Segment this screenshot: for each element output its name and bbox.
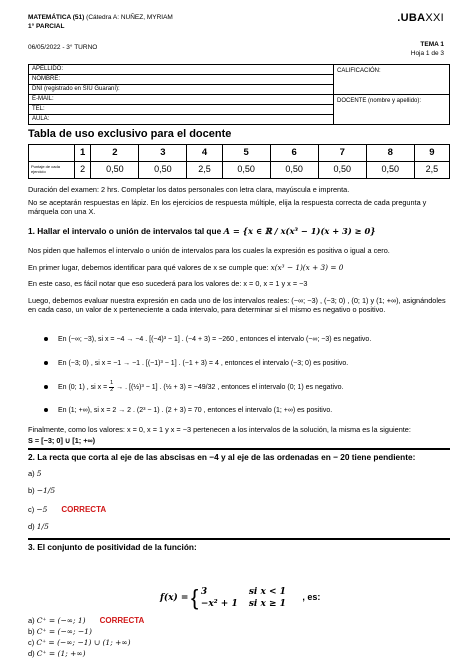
option-letter: a) bbox=[28, 616, 35, 625]
bullet-eval: si x = −1 → −1 . [(−1)³ − 1] . (−1 + 3) = 4 bbox=[94, 360, 219, 367]
function-cases bbox=[201, 586, 286, 611]
tema-block bbox=[411, 41, 444, 59]
q2-option-b[interactable] bbox=[28, 486, 55, 495]
option-letter: c) bbox=[28, 638, 35, 647]
field-apellido[interactable]: APELLIDO: bbox=[29, 65, 334, 75]
question-2-title: 2. La recta que corta al eje de las abscisas en −4 y al eje de las ordenadas en − 20 tiene pendiente: bbox=[28, 452, 416, 462]
q3-option-b[interactable] bbox=[28, 627, 92, 636]
option-value: C⁺ = (1; +∞) bbox=[36, 649, 86, 658]
q1-bullet-3 bbox=[44, 381, 343, 393]
q1-set: A = {x ∈ ℝ / x(x³ − 1)(x + 3) ≥ 0} bbox=[223, 226, 376, 236]
correct-label: CORRECTA bbox=[61, 505, 107, 514]
field-docente[interactable]: DOCENTE (nombre y apellido): bbox=[334, 95, 450, 125]
logo-sub: XXI bbox=[425, 12, 444, 24]
exercise-number: 8 bbox=[366, 145, 414, 162]
teacher-table-title: Tabla de uso exclusivo para el docente bbox=[28, 128, 232, 140]
bullet-interval: En (0; 1) , bbox=[57, 383, 89, 391]
q2-option-c[interactable] bbox=[28, 505, 106, 515]
function-suffix: , es: bbox=[302, 592, 321, 603]
exercise-number: 2 bbox=[91, 145, 139, 162]
q1-paragraph-4: Luego, debemos evaluar nuestra expresión en cada uno de los intervalos reales: (−∞; −3) , (−3; 0) , (0; 1) y (1; +∞), asignándoles en cada caso, un valor de x perteneciente a cada intervalo, para determinar si el mismo es negativo o positivo. bbox=[28, 296, 446, 315]
frac-den: 2 bbox=[110, 386, 114, 393]
case-1-value: 3 bbox=[200, 586, 208, 597]
bullet-result: , entonces el intervalo (−3; 0) es positivo. bbox=[220, 360, 349, 367]
option-value: −1/5 bbox=[36, 486, 56, 495]
score-cell: 2,5 bbox=[414, 162, 449, 179]
bullet-eval: si x = 2 → 2 . (2³ − 1) . (2 + 3) = 70 bbox=[93, 407, 202, 414]
option-letter: b) bbox=[28, 627, 35, 636]
function-name: f(x) = bbox=[160, 593, 189, 604]
bullet-eval: si x = −4 → −4 . [(−4)³ − 1] . (−4 + 3) = −260 bbox=[97, 336, 234, 343]
q1-bullet-2 bbox=[44, 360, 348, 369]
piecewise-function bbox=[160, 584, 320, 612]
bullet-interval: En (−3; 0) , bbox=[57, 360, 93, 367]
score-cell: 0,50 bbox=[222, 162, 270, 179]
option-letter: d) bbox=[28, 522, 35, 531]
q3-option-c[interactable] bbox=[28, 638, 131, 647]
option-value: −5 bbox=[36, 505, 48, 514]
page-counter: Hoja 1 de 3 bbox=[410, 49, 444, 57]
bullet-result: , entonces el intervalo (0; 1) es negativo. bbox=[217, 383, 344, 391]
option-value: 1/5 bbox=[36, 522, 49, 531]
score-cell: 0,50 bbox=[318, 162, 366, 179]
student-id-form bbox=[28, 64, 450, 125]
exercise-number: 9 bbox=[414, 145, 449, 162]
exercise-number-row bbox=[29, 145, 450, 162]
bullet-dot-icon bbox=[44, 408, 48, 412]
course-name: MATEMÁTICA (51) bbox=[28, 14, 85, 21]
duration-instruction: Duración del examen: 2 hrs. Completar los datos personales con letra clara, mayúscula e imprenta. bbox=[28, 185, 350, 194]
q1-p2-equation: x(x³ − 1)(x + 3) = 0 bbox=[270, 263, 344, 272]
bullet-result: , entonces el intervalo (1; +∞) es positivo. bbox=[203, 407, 333, 414]
exercise-number: 4 bbox=[187, 145, 222, 162]
q3-option-d[interactable] bbox=[28, 649, 86, 658]
option-value: C⁺ = (−∞; 1) bbox=[36, 616, 86, 625]
exercise-number: 3 bbox=[139, 145, 187, 162]
q1-paragraph-1: Nos piden que hallemos el intervalo o unión de intervalos para los cuales la expresión es positiva o igual a cero. bbox=[28, 246, 390, 255]
brace-icon: { bbox=[190, 585, 199, 610]
course-header bbox=[28, 14, 173, 32]
option-letter: d) bbox=[28, 649, 35, 658]
score-row bbox=[29, 162, 450, 179]
exercise-number: 5 bbox=[222, 145, 270, 162]
blank-cell bbox=[29, 145, 75, 162]
case-2-value: −x² + 1 bbox=[200, 598, 238, 609]
tema-label: TEMA 1 bbox=[420, 41, 444, 48]
field-email[interactable]: E-MAIL: bbox=[29, 95, 334, 105]
score-cell: 0,50 bbox=[91, 162, 139, 179]
question-1-title bbox=[28, 226, 450, 236]
case-2-condition: si x ≥ 1 bbox=[248, 598, 286, 609]
chair-name: (Cátedra A: NUÑEZ, MYRIAM bbox=[84, 14, 173, 21]
option-letter: b) bbox=[28, 486, 35, 495]
option-letter: a) bbox=[28, 469, 35, 478]
field-nombre[interactable]: NOMBRE: bbox=[29, 75, 334, 85]
bullet-eval-pre: si x = bbox=[90, 383, 108, 391]
bullet-eval-mid: → bbox=[116, 383, 124, 391]
option-value: 5 bbox=[36, 469, 42, 478]
option-value: C⁺ = (−∞; −1) bbox=[36, 627, 92, 636]
question-3-title: 3. El conjunto de positividad de la función: bbox=[28, 542, 197, 552]
score-cell: 2 bbox=[75, 162, 91, 179]
score-cell: 0,50 bbox=[139, 162, 187, 179]
q2-option-d[interactable] bbox=[28, 522, 49, 531]
exercise-number: 6 bbox=[270, 145, 318, 162]
q2-option-a[interactable] bbox=[28, 469, 42, 478]
exercise-number: 7 bbox=[318, 145, 366, 162]
uba-logo bbox=[397, 12, 444, 26]
bullet-dot-icon bbox=[44, 361, 48, 365]
option-value: C⁺ = (−∞; −1) ∪ (1; +∞) bbox=[36, 638, 131, 647]
logo-main: .UBA bbox=[397, 12, 426, 24]
q1-paragraph-3: En este caso, es fácil notar que eso sucederá para los valores de: x = 0, x = 1 y x = −3 bbox=[28, 279, 308, 288]
bullet-dot-icon bbox=[44, 385, 48, 389]
field-calificacion[interactable]: CALIFICACIÓN: bbox=[334, 65, 450, 95]
divider-line bbox=[28, 448, 450, 450]
q1-bullet-4 bbox=[44, 407, 332, 416]
frac-num: 1 bbox=[110, 380, 114, 386]
fraction-one-half bbox=[109, 381, 114, 393]
q3-option-a[interactable] bbox=[28, 616, 144, 626]
exam-date: 06/05/2022 - 3° TURNO bbox=[28, 44, 98, 51]
bullet-eval-post: . [(½)³ − 1] . (½ + 3) = −49/32 bbox=[125, 383, 216, 391]
q1-p2-text: En primer lugar, debemos identificar para qué valores de x se cumple que: bbox=[28, 263, 269, 272]
pencil-instruction: No se aceptarán respuestas en lápiz. En los ejercicios de respuesta múltiple, elija la respuesta correcta de cada pregunta y márquela con una X. bbox=[28, 198, 427, 217]
q1-title-text: 1. Hallar el intervalo o unión de intervalos tal que bbox=[28, 226, 222, 236]
teacher-score-table bbox=[28, 144, 450, 179]
q1-paragraph-2 bbox=[28, 263, 450, 272]
exam-name: 1° PARCIAL bbox=[28, 22, 65, 30]
score-cell: 2,5 bbox=[187, 162, 222, 179]
divider-line bbox=[28, 538, 450, 540]
bullet-result: , entonces el intervalo (−∞; −3) es negativo. bbox=[235, 336, 372, 343]
bullet-interval: En (1; +∞), bbox=[57, 407, 92, 414]
q1-bullet-1 bbox=[44, 336, 371, 345]
field-aula[interactable]: AULA: bbox=[29, 115, 334, 125]
option-letter: c) bbox=[28, 505, 35, 514]
field-dni[interactable]: DNI (registrado en SIU Guaraní): bbox=[29, 85, 334, 95]
field-tel[interactable]: TEL: bbox=[29, 105, 334, 115]
correct-label: CORRECTA bbox=[99, 616, 145, 625]
bullet-dot-icon bbox=[44, 337, 48, 341]
exercise-number: 1 bbox=[75, 145, 91, 162]
case-1-condition: si x < 1 bbox=[248, 586, 286, 597]
bullet-interval: En (−∞; −3), bbox=[57, 336, 97, 343]
score-row-label: Puntaje de cada ejercicio bbox=[29, 162, 75, 179]
score-cell: 0,50 bbox=[366, 162, 414, 179]
q1-solution: S = [−3; 0] ∪ [1; +∞) bbox=[28, 436, 96, 445]
q1-conclusion: Finalmente, como los valores: x = 0, x = 1 y x = −3 pertenecen a los intervalos de la solución, la misma es la siguiente: bbox=[28, 425, 411, 434]
score-cell: 0,50 bbox=[270, 162, 318, 179]
